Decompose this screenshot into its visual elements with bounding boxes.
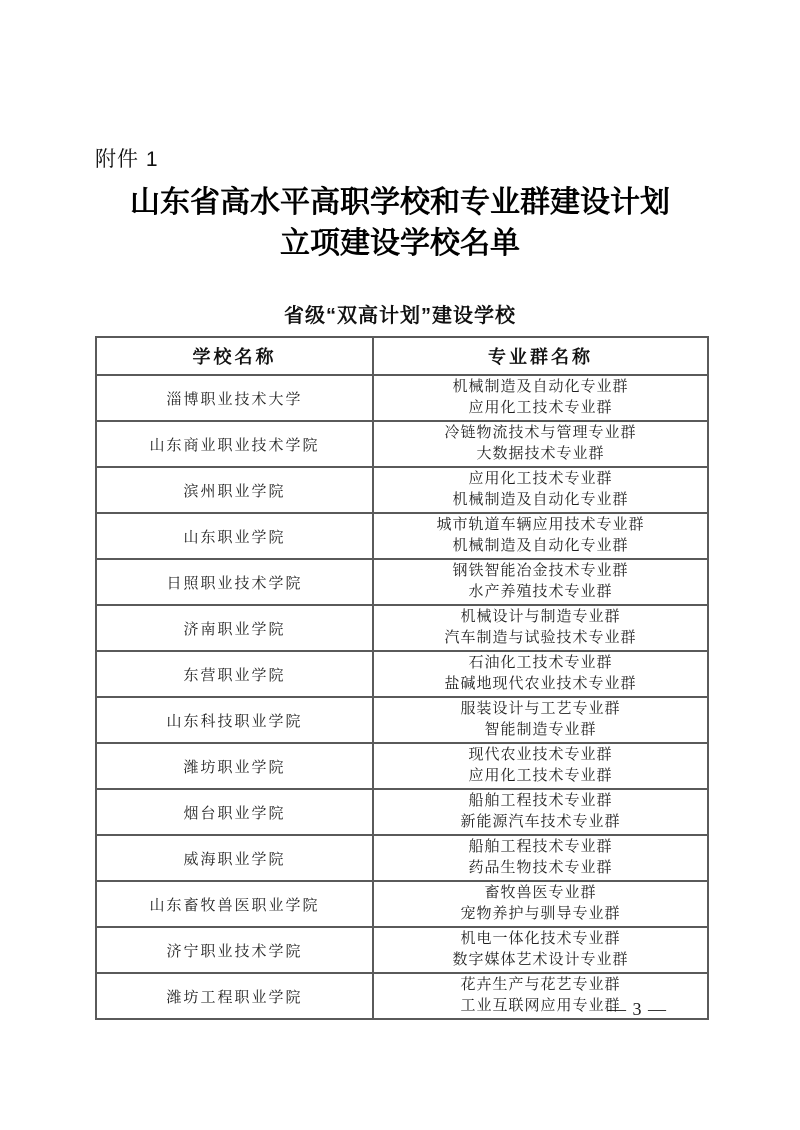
table-row (96, 835, 708, 881)
program-group-line: 机械设计与制造专业群 (460, 609, 621, 625)
program-group-line: 数字媒体艺术设计专业群 (452, 952, 629, 968)
program-group-line: 冷链物流技术与管理专业群 (444, 425, 637, 441)
header-school-name: 学校名称 (96, 337, 373, 375)
program-group-line: 智能制造专业群 (484, 722, 597, 738)
table-row (96, 789, 708, 835)
document-title (0, 182, 800, 264)
program-group-line: 新能源汽车技术专业群 (460, 814, 621, 830)
program-group-line: 大数据技术专业群 (476, 446, 605, 462)
school-name-cell: 潍坊工程职业学院 (96, 973, 373, 1019)
school-name-cell: 济宁职业技术学院 (96, 927, 373, 973)
program-group-line: 汽车制造与试验技术专业群 (444, 630, 637, 646)
program-group-line: 畜牧兽医专业群 (484, 885, 597, 901)
program-groups-cell (373, 375, 708, 421)
program-groups-cell (373, 651, 708, 697)
school-name-cell: 淄博职业技术大学 (96, 375, 373, 421)
table-row (96, 513, 708, 559)
table-row (96, 743, 708, 789)
school-name-cell: 山东职业学院 (96, 513, 373, 559)
table-header-row (96, 337, 708, 375)
table-caption: 省级“双高计划”建设学校 (284, 305, 516, 327)
document-title-line1: 山东省高水平高职学校和专业群建设计划 (130, 186, 670, 219)
school-name-cell: 烟台职业学院 (96, 789, 373, 835)
program-group-line: 药品生物技术专业群 (468, 860, 613, 876)
school-table (95, 336, 709, 1020)
program-groups-cell (373, 513, 708, 559)
document-title-line2: 立项建设学校名单 (280, 227, 520, 260)
program-group-line: 钢铁智能冶金技术专业群 (452, 563, 629, 579)
school-name-cell: 滨州职业学院 (96, 467, 373, 513)
program-group-line: 应用化工技术专业群 (468, 400, 613, 416)
table-body (96, 375, 708, 1019)
program-group-line: 机械制造及自动化专业群 (452, 379, 629, 395)
header-group-name: 专业群名称 (373, 337, 708, 375)
program-group-line: 石油化工技术专业群 (468, 655, 613, 671)
table-row (96, 881, 708, 927)
program-group-line: 机械制造及自动化专业群 (452, 492, 629, 508)
program-groups-cell (373, 927, 708, 973)
table-row (96, 605, 708, 651)
program-groups-cell (373, 605, 708, 651)
program-groups-cell (373, 881, 708, 927)
school-name-cell: 日照职业技术学院 (96, 559, 373, 605)
program-group-line: 盐碱地现代农业技术专业群 (444, 676, 637, 692)
program-group-line: 现代农业技术专业群 (468, 747, 613, 763)
program-groups-cell (373, 789, 708, 835)
program-groups-cell (373, 467, 708, 513)
program-group-line: 花卉生产与花艺专业群 (460, 977, 621, 993)
program-group-line: 应用化工技术专业群 (468, 471, 613, 487)
program-group-line: 服装设计与工艺专业群 (460, 701, 621, 717)
program-group-line: 城市轨道车辆应用技术专业群 (436, 517, 645, 533)
table-row (96, 559, 708, 605)
table-row (96, 375, 708, 421)
program-groups-cell (373, 835, 708, 881)
program-group-line: 船舶工程技术专业群 (468, 839, 613, 855)
school-name-cell: 山东商业职业技术学院 (96, 421, 373, 467)
school-name-cell: 山东科技职业学院 (96, 697, 373, 743)
program-group-line: 水产养殖技术专业群 (468, 584, 613, 600)
program-group-line: 宠物养护与驯导专业群 (460, 906, 621, 922)
school-name-cell: 威海职业学院 (96, 835, 373, 881)
table-row (96, 697, 708, 743)
program-group-line: 应用化工技术专业群 (468, 768, 613, 784)
program-group-line: 机电一体化技术专业群 (460, 931, 621, 947)
attachment-label: 附件 1 (95, 148, 159, 171)
program-groups-cell (373, 421, 708, 467)
school-name-cell: 潍坊职业学院 (96, 743, 373, 789)
table-row (96, 927, 708, 973)
program-groups-cell (373, 743, 708, 789)
program-groups-cell (373, 697, 708, 743)
program-group-line: 工业互联网应用专业群 (460, 998, 621, 1014)
school-name-cell: 东营职业学院 (96, 651, 373, 697)
school-name-cell: 济南职业学院 (96, 605, 373, 651)
program-group-line: 船舶工程技术专业群 (468, 793, 613, 809)
table-row (96, 421, 708, 467)
table-row (96, 651, 708, 697)
table-row (96, 467, 708, 513)
program-groups-cell (373, 559, 708, 605)
page-number: — 3 — (608, 999, 667, 1019)
program-group-line: 机械制造及自动化专业群 (452, 538, 629, 554)
school-name-cell: 山东畜牧兽医职业学院 (96, 881, 373, 927)
